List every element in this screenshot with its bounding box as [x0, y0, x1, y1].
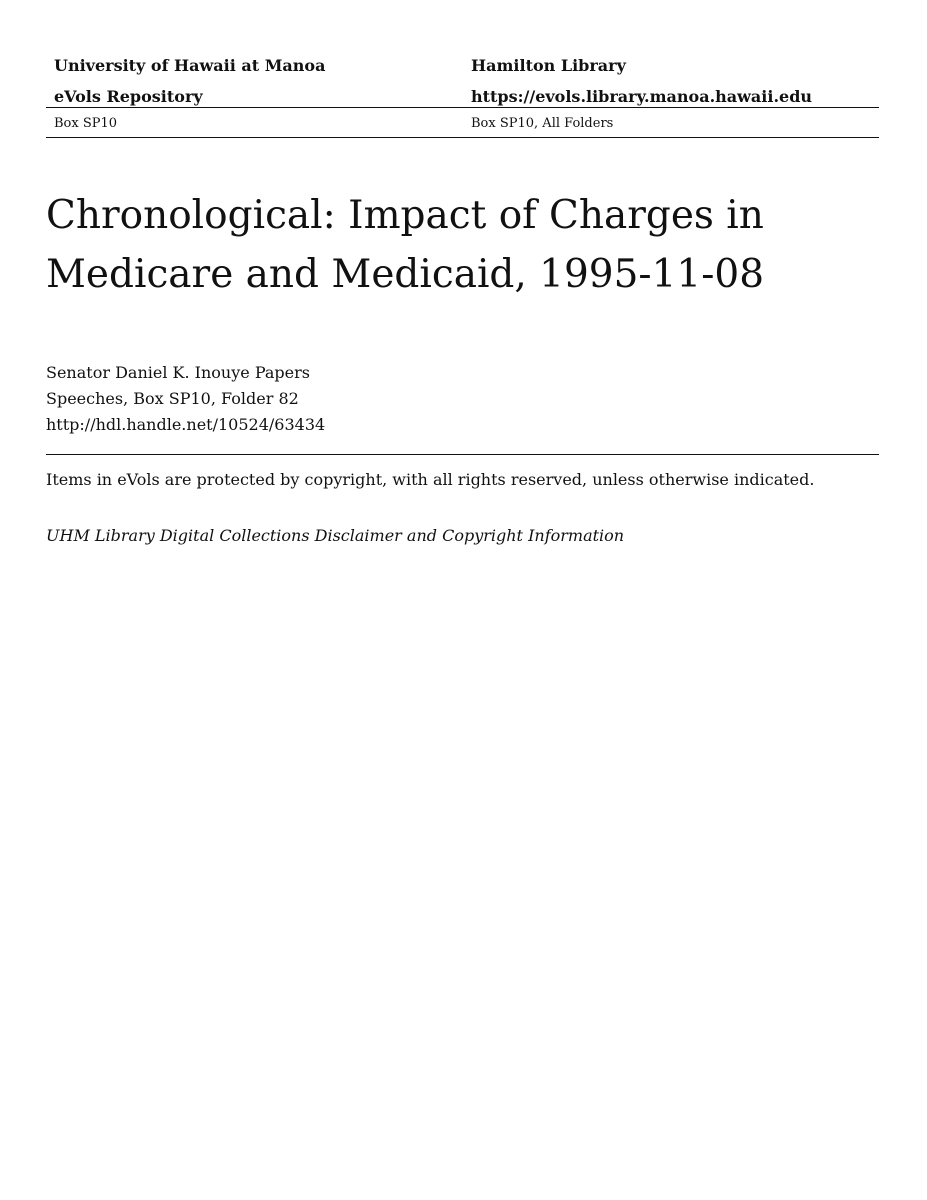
header-table [46, 50, 879, 112]
header-divider-bottom [46, 137, 879, 138]
header-divider-top [46, 107, 879, 108]
repository-url[interactable]: https://evols.library.manoa.hawaii.edu [471, 87, 813, 106]
institution-name: University of Hawaii at Manoa [54, 56, 326, 75]
footer-divider [46, 454, 879, 455]
box-row [46, 110, 879, 137]
box-folders-label: Box SP10, All Folders [471, 116, 614, 131]
folder-location: Speeches, Box SP10, Folder 82 [46, 389, 299, 408]
header-row-1 [46, 50, 879, 81]
rights-statement: Items in eVols are protected by copyright, with all rights reserved, unless otherwise indicated. [46, 470, 815, 489]
disclaimer-link[interactable]: UHM Library Digital Collections Disclaimer and Copyright Information [46, 526, 625, 545]
repository-name: eVols Repository [54, 87, 203, 106]
box-label: Box SP10 [54, 116, 118, 131]
collection-name: Senator Daniel K. Inouye Papers [46, 363, 310, 382]
handle-link[interactable]: http://hdl.handle.net/10524/63434 [46, 415, 326, 434]
document-title: Chronological: Impact of Charges in Medicare and Medicaid, 1995-11-08 [46, 193, 765, 297]
library-name: Hamilton Library [471, 56, 626, 75]
document-metadata [46, 360, 879, 438]
